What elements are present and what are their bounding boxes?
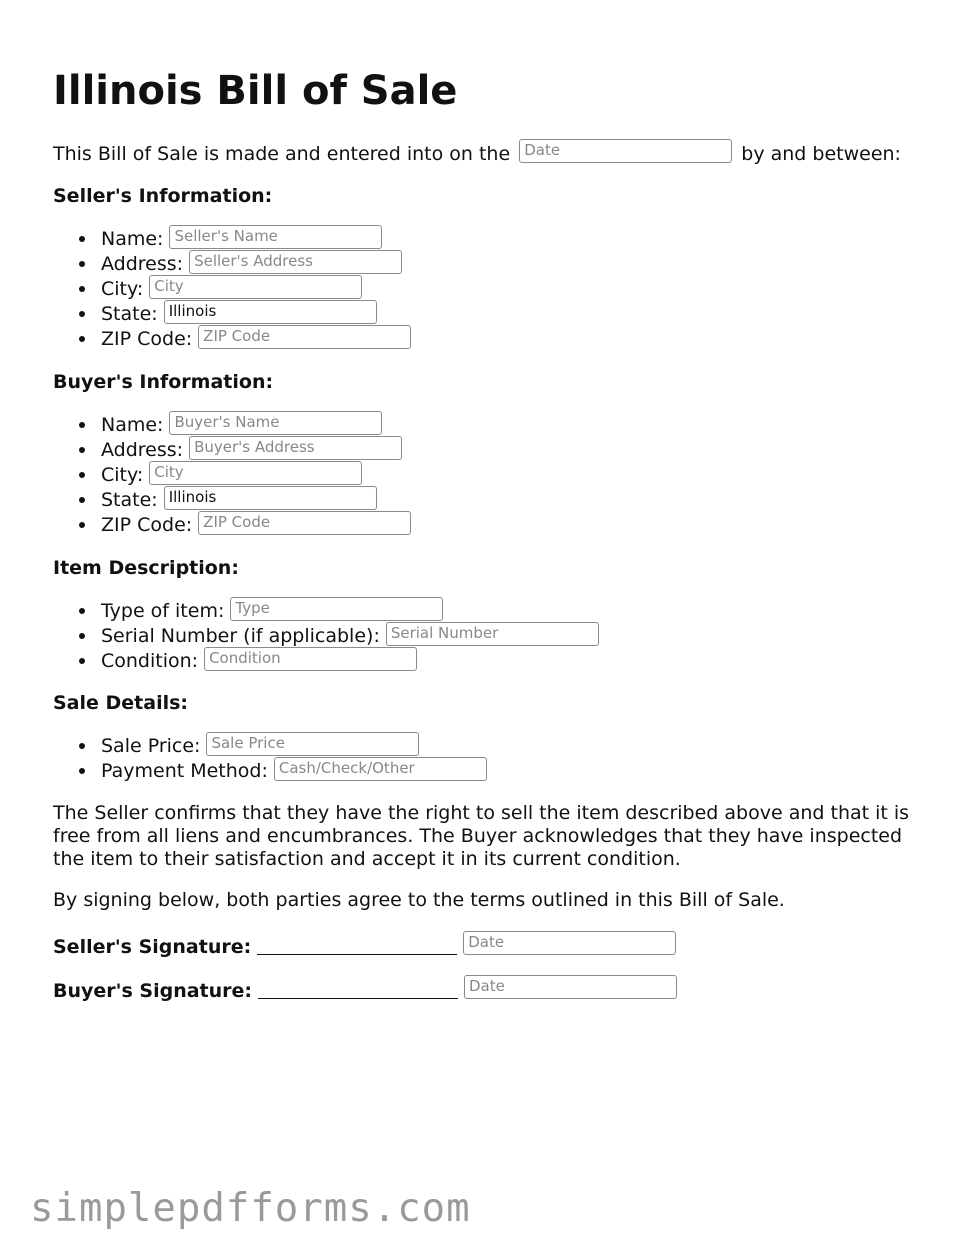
item-condition-label: Condition: <box>101 650 199 672</box>
seller-name-label: Name: <box>101 228 164 250</box>
buyer-signature-row <box>53 975 677 1003</box>
buyer-address-item <box>101 436 411 461</box>
sale-price-label: Sale Price: <box>101 735 201 757</box>
item-serial-item <box>101 622 599 647</box>
buyer-zip-item <box>101 511 411 536</box>
item-serial-field[interactable]: Serial Number <box>386 622 599 646</box>
item-condition-item <box>101 647 599 672</box>
buyer-signature-date-field[interactable]: Date <box>464 975 677 999</box>
seller-name-item <box>101 225 411 250</box>
payment-method-item <box>101 757 487 782</box>
seller-state-item <box>101 300 411 325</box>
buyer-state-label: State: <box>101 489 158 511</box>
intro-text-after: by and between: <box>741 143 901 165</box>
agreement-paragraph: By signing below, both parties agree to the terms outlined in this Bill of Sale. <box>53 889 785 911</box>
buyer-info-list <box>53 411 411 536</box>
sale-price-field[interactable]: Sale Price <box>206 732 419 756</box>
buyer-city-field[interactable]: City <box>149 461 362 485</box>
item-type-item <box>101 597 599 622</box>
seller-signature-line[interactable] <box>257 934 457 955</box>
payment-method-label: Payment Method: <box>101 760 268 782</box>
buyer-section-heading: Buyer's Information: <box>53 371 274 393</box>
item-section-heading: Item Description: <box>53 557 239 579</box>
item-condition-field[interactable]: Condition <box>204 647 417 671</box>
seller-signature-date-field[interactable]: Date <box>463 931 676 955</box>
page-title: Illinois Bill of Sale <box>53 68 458 114</box>
sale-section-heading: Sale Details: <box>53 692 189 714</box>
watermark-text: simplepdfforms.com <box>30 1186 471 1231</box>
intro-text-before: This Bill of Sale is made and entered into on the <box>53 143 511 165</box>
seller-signature-label: Seller's Signature: <box>53 936 252 958</box>
buyer-address-label: Address: <box>101 439 184 461</box>
seller-name-field[interactable]: Seller's Name <box>169 225 382 249</box>
terms-paragraph: The Seller confirms that they have the right to sell the item described above and that it is free from all liens and encumbrances. The Buyer acknowledges that they have inspected the item to their satisfaction and accept it in its current condition. <box>53 802 910 870</box>
item-type-label: Type of item: <box>101 600 225 622</box>
seller-zip-label: ZIP Code: <box>101 328 193 350</box>
payment-method-field[interactable]: Cash/Check/Other <box>274 757 487 781</box>
item-serial-label: Serial Number (if applicable): <box>101 625 380 647</box>
seller-address-field[interactable]: Seller's Address <box>189 250 402 274</box>
seller-address-label: Address: <box>101 253 184 275</box>
buyer-zip-label: ZIP Code: <box>101 514 193 536</box>
item-info-list <box>53 597 599 672</box>
sale-info-list <box>53 732 487 782</box>
agreement-date-field[interactable]: Date <box>519 139 732 163</box>
buyer-state-field[interactable]: Illinois <box>164 486 377 510</box>
seller-info-list <box>53 225 411 350</box>
seller-city-item <box>101 275 411 300</box>
seller-city-field[interactable]: City <box>149 275 362 299</box>
seller-state-field[interactable]: Illinois <box>164 300 377 324</box>
buyer-state-item <box>101 486 411 511</box>
seller-state-label: State: <box>101 303 158 325</box>
buyer-signature-label: Buyer's Signature: <box>53 980 252 1002</box>
item-type-field[interactable]: Type <box>230 597 443 621</box>
seller-zip-item <box>101 325 411 350</box>
buyer-city-item <box>101 461 411 486</box>
buyer-name-label: Name: <box>101 414 164 436</box>
buyer-address-field[interactable]: Buyer's Address <box>189 436 402 460</box>
seller-address-item <box>101 250 411 275</box>
seller-city-label: City: <box>101 278 144 300</box>
buyer-signature-line[interactable] <box>258 978 458 999</box>
seller-signature-row <box>53 931 676 959</box>
sale-price-item <box>101 732 487 757</box>
buyer-name-item <box>101 411 411 436</box>
buyer-zip-field[interactable]: ZIP Code <box>198 511 411 535</box>
seller-zip-field[interactable]: ZIP Code <box>198 325 411 349</box>
seller-section-heading: Seller's Information: <box>53 185 273 207</box>
buyer-name-field[interactable]: Buyer's Name <box>169 411 382 435</box>
buyer-city-label: City: <box>101 464 144 486</box>
intro-sentence <box>53 139 901 167</box>
